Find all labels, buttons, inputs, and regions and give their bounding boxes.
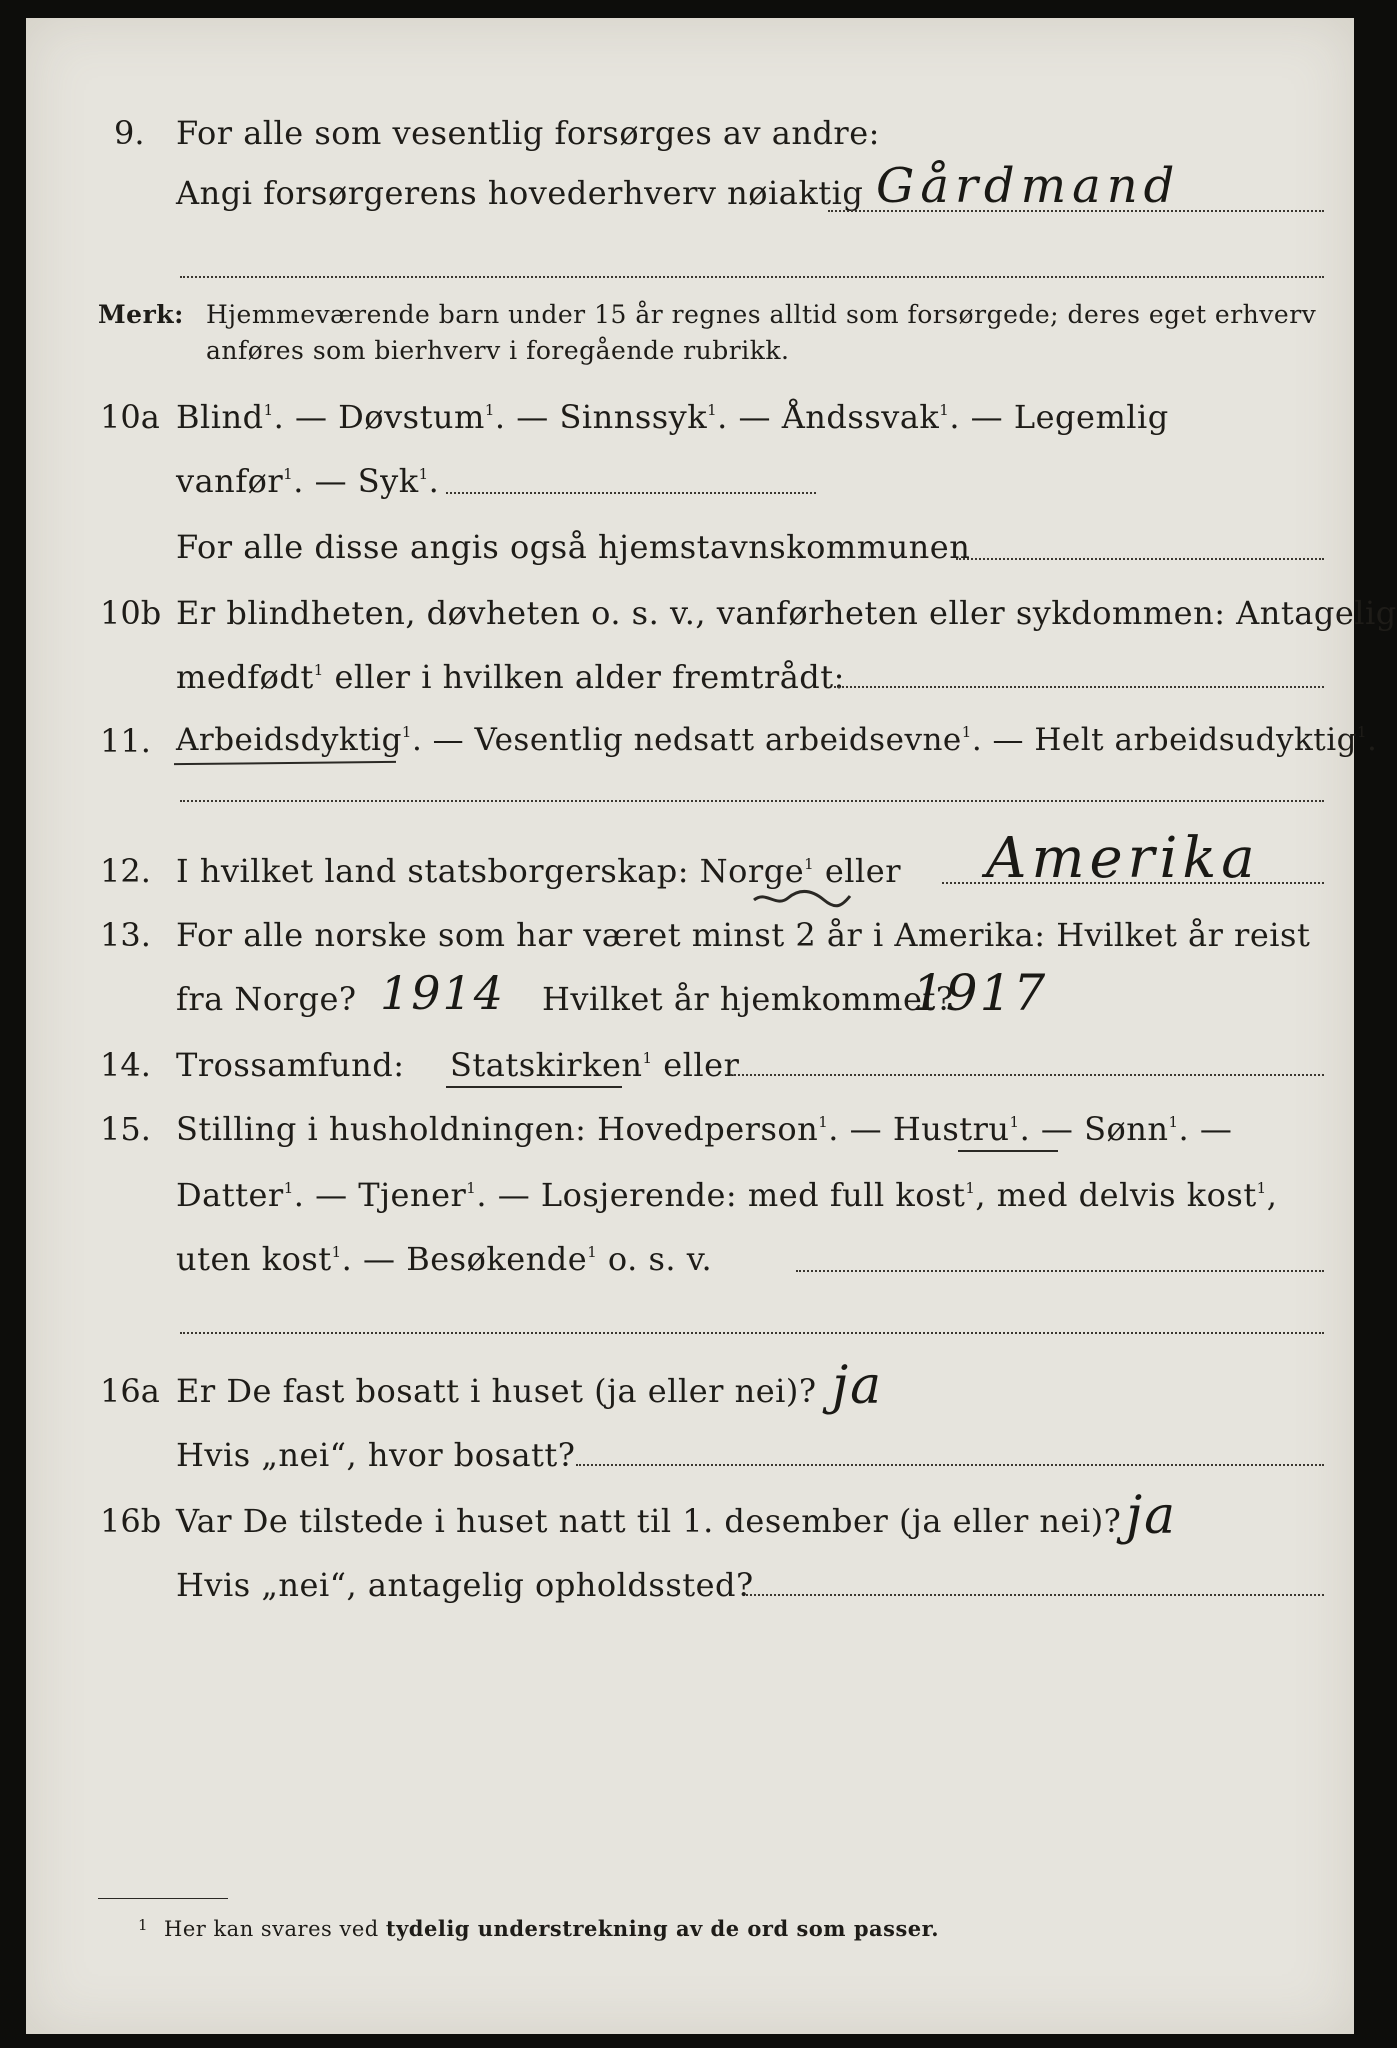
opt-andssvak: . — Åndssvak <box>717 398 940 436</box>
q12-number: 12. <box>100 852 151 890</box>
q10a-syk-line <box>446 492 816 494</box>
q12-norge-wavy-underline <box>752 886 852 910</box>
opt-norge: Norge <box>699 852 805 890</box>
opt-legemlig: . — Legemlig <box>949 398 1169 436</box>
q16b-number: 16b <box>100 1502 162 1540</box>
opt-statskirken: Statskirken <box>450 1046 643 1084</box>
q16a-answer-line <box>576 1464 1324 1466</box>
q14-label: Trossamfund: <box>176 1046 405 1084</box>
footnote-mark: 1 <box>138 1916 149 1934</box>
q15-hustru-underline <box>958 1150 1058 1152</box>
q10b-line1: Er blindheten, døvheten o. s. v., vanførheten eller sykdommen: Antagelig <box>176 594 1397 632</box>
q12-line: I hvilket land statsborgerskap: Norge$^1$ eller <box>176 852 901 890</box>
q15-line3: uten kost$^1$. — Besøkende$^1$ o. s. v. <box>176 1240 713 1278</box>
q16a-answer-handwritten: ja <box>832 1356 884 1416</box>
q10a-number: 10a <box>100 398 160 436</box>
footnote-rule <box>98 1898 228 1899</box>
q13-line2a: fra Norge? <box>176 980 357 1018</box>
q16a-number: 16a <box>100 1372 160 1410</box>
opt-sinnssyk: . — Sinnssyk <box>494 398 708 436</box>
q9-line1: For alle som vesentlig forsørges av andre: <box>176 114 880 152</box>
opt-arbeidsdyktig: Arbeidsdyktig <box>176 722 402 758</box>
q9-number: 9. <box>114 114 145 152</box>
q16b-line2: Hvis „nei“, antagelig opholdssted? <box>176 1566 754 1604</box>
q13-number: 13. <box>100 916 151 954</box>
q14-options: Statskirken$^1$ eller <box>450 1046 740 1084</box>
q13-answer2-handwritten: 1917 <box>912 964 1048 1022</box>
q12-answer-handwritten: Amerika <box>986 826 1260 891</box>
q15-number: 15. <box>100 1110 151 1148</box>
q10a-hjemstavn-line <box>956 558 1324 560</box>
opt-blind: Blind <box>176 398 264 436</box>
q14-answer-line <box>730 1074 1324 1076</box>
q10b-answer-line <box>834 686 1324 688</box>
merk-line2: anføres som bierhverv i foregående rubrikk. <box>206 336 790 365</box>
q11-number: 11. <box>100 722 151 760</box>
q16a-line1: Er De fast bosatt i huset (ja eller nei)? <box>176 1372 817 1410</box>
q11-line: Arbeidsdyktig$^1$. — Vesentlig nedsatt arbeidsevne$^1$. — Helt arbeidsudyktig$^1$. <box>176 722 1378 758</box>
census-form-page <box>26 18 1397 2034</box>
q10a-line1: Blind$^1$. — Døvstum$^1$. — Sinnssyk$^1$. — Åndssvak$^1$. — Legemlig <box>176 398 1169 436</box>
q13-answer1-handwritten: 1914 <box>380 966 506 1020</box>
q9-extra-line <box>180 276 1324 278</box>
q15-line1: Stilling i husholdningen: Hovedperson$^1$. — Hustru$^1$. — Sønn$^1$. — <box>176 1110 1233 1148</box>
q11-underline <box>174 761 396 765</box>
merk-label: Merk: <box>98 300 184 329</box>
q14-underline <box>446 1086 622 1088</box>
opt-dovstum: . — Døvstum <box>273 398 485 436</box>
q15-extra-line <box>180 1332 1324 1334</box>
q13-line1: For alle norske som har været minst 2 år i Amerika: Hvilket år reist <box>176 916 1311 954</box>
q10b-number: 10b <box>100 594 162 632</box>
q13-line2b: Hvilket år hjemkommet? <box>542 980 954 1018</box>
footnote-text: Her kan svares ved tydelig understrekning av de ord som passer. <box>164 1916 940 1941</box>
q9-line2: Angi forsørgerens hovederhverv nøiaktig <box>176 174 864 212</box>
q9-answer-handwritten: Gårdmand <box>876 158 1181 214</box>
q16b-answer-handwritten: ja <box>1126 1486 1178 1546</box>
q14-number: 14. <box>100 1046 151 1084</box>
opt-hustru: Hustru <box>892 1110 1010 1148</box>
q10b-line2: medfødt$^1$ eller i hvilken alder fremtrådt: <box>176 658 845 696</box>
q11-extra-line <box>180 800 1324 802</box>
q10a-line3: For alle disse angis også hjemstavnskommunen <box>176 528 971 566</box>
q15-answer-line <box>796 1270 1324 1272</box>
q16b-answer-line <box>746 1594 1324 1596</box>
q15-line2: Datter$^1$. — Tjener$^1$. — Losjerende: med full kost$^1$, med delvis kost$^1$, <box>176 1176 1278 1214</box>
q16a-line2: Hvis „nei“, hvor bosatt? <box>176 1436 576 1474</box>
q10a-line2: vanfør$^1$. — Syk$^1$. <box>176 462 440 500</box>
q16b-line1: Var De tilstede i huset natt til 1. desember (ja eller nei)? <box>176 1502 1122 1540</box>
merk-line1: Hjemmeværende barn under 15 år regnes alltid som forsørgede; deres eget erhverv <box>206 300 1317 329</box>
